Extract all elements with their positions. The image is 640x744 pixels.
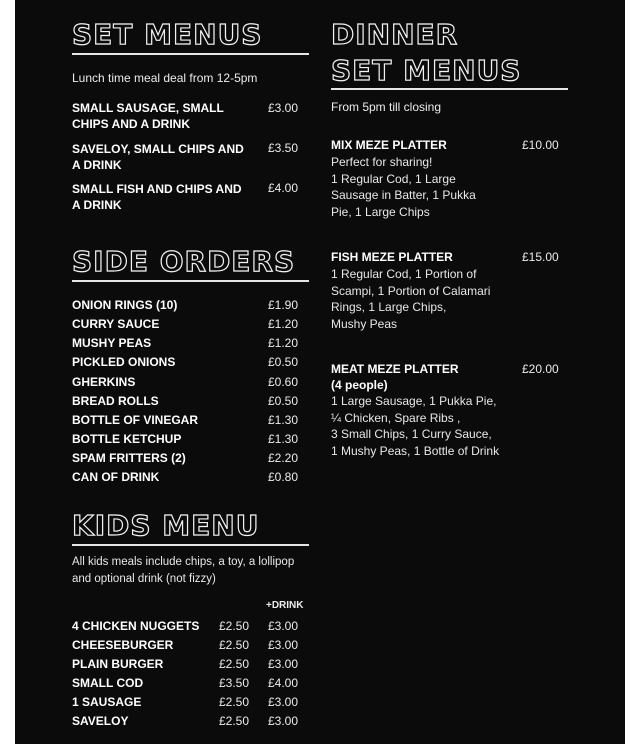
platter-name: MIX MEZE PLATTER xyxy=(331,138,447,152)
side-order-price: £0.50 xyxy=(268,355,299,369)
kids-item: 1 SAUSAGE xyxy=(72,695,142,709)
kids-item: SMALL COD xyxy=(72,676,144,690)
platter-line: 1 Large Sausage, 1 Pukka Pie, xyxy=(331,394,497,408)
platter-name: FISH MEZE PLATTER xyxy=(331,250,453,264)
platter-line: Rings, 1 Large Chips, xyxy=(331,300,447,314)
platter-description xyxy=(331,393,499,459)
platter-description xyxy=(331,154,476,220)
kids-item: 4 CHICKEN NUGGETS xyxy=(72,619,200,633)
side-order-item: CAN OF DRINK xyxy=(72,470,160,484)
dinner-heading-line1: DINNER xyxy=(331,18,459,51)
platter-line: Scampi, 1 Portion of Calamari xyxy=(331,283,491,298)
kids-item: PLAIN BURGER xyxy=(72,657,164,671)
platter-line: Sausage in Batter, 1 Pukka xyxy=(331,188,476,202)
kids-price: £2.50 xyxy=(219,695,250,709)
side-order-price: £1.20 xyxy=(268,317,299,331)
set-menu-item: SMALL FISH AND CHIPS AND A DRINK xyxy=(72,182,242,212)
platter-description xyxy=(331,266,490,332)
platter-line: ¼ Chicken, Spare Ribs , xyxy=(331,410,461,425)
drink-column-header: +DRINK xyxy=(266,600,304,611)
side-order-price: £1.30 xyxy=(268,413,299,427)
kids-drink-price: £3.00 xyxy=(268,714,299,728)
side-order-item: GHERKINS xyxy=(72,375,136,389)
side-order-price: £0.50 xyxy=(268,394,299,408)
kids-drink-price: £4.00 xyxy=(268,676,299,690)
side-orders-heading: SIDE ORDERS xyxy=(72,245,296,278)
platter-name: MEAT MEZE PLATTER xyxy=(331,362,459,376)
kids-menu-note: All kids meals include chips, a toy, a lollipop and optional drink (not fizzy) xyxy=(72,556,295,585)
side-order-item: SPAM FRITTERS (2) xyxy=(72,451,186,465)
side-order-price: £1.90 xyxy=(268,298,299,312)
side-order-item: BOTTLE OF VINEGAR xyxy=(72,413,198,427)
side-order-item: PICKLED ONIONS xyxy=(72,355,176,369)
kids-menu-heading: KIDS MENU xyxy=(72,509,260,542)
set-menu-item: SMALL SAUSAGE, SMALL CHIPS AND A DRINK xyxy=(72,101,224,131)
set-menu-item: SAVELOY, SMALL CHIPS AND A DRINK xyxy=(72,142,244,172)
kids-price: £2.50 xyxy=(219,619,250,633)
side-order-item: BREAD ROLLS xyxy=(72,394,159,408)
kids-drink-price: £3.00 xyxy=(268,695,299,709)
dinner-heading-line2: SET MENUS xyxy=(331,54,522,87)
side-order-item: ONION RINGS (10) xyxy=(72,298,178,312)
platter-line: Pie, 1 Large Chips xyxy=(331,204,430,219)
kids-price: £3.50 xyxy=(219,676,250,690)
platter-line: Mushy Peas xyxy=(331,316,398,331)
set-menus-note: Lunch time meal deal from 12-5pm xyxy=(72,71,258,85)
kids-item: CHEESEBURGER xyxy=(72,638,174,652)
side-orders-rule xyxy=(72,280,309,282)
side-order-item: CURRY SAUCE xyxy=(72,317,160,331)
kids-drink-price: £3.00 xyxy=(268,638,299,652)
set-menu-price: £4.00 xyxy=(268,181,299,195)
side-order-item: MUSHY PEAS xyxy=(72,336,152,350)
platter-price: £15.00 xyxy=(522,250,559,264)
platter-price: £10.00 xyxy=(522,138,559,152)
kids-item: SAVELOY xyxy=(72,714,129,728)
side-order-price: £0.60 xyxy=(268,375,299,389)
set-menus-heading: SET MENUS xyxy=(72,18,263,51)
set-menu-price: £3.50 xyxy=(268,141,299,155)
kids-menu-rule xyxy=(72,544,309,546)
set-menu-price: £3.00 xyxy=(268,101,299,115)
platter-line: 3 Small Chips, 1 Curry Sauce, xyxy=(331,427,492,441)
platter-price: £20.00 xyxy=(522,362,559,376)
side-order-price: £1.30 xyxy=(268,432,299,446)
kids-price: £2.50 xyxy=(219,638,250,652)
kids-drink-price: £3.00 xyxy=(268,657,299,671)
kids-price: £2.50 xyxy=(219,657,250,671)
dinner-rule xyxy=(331,88,568,90)
platter-line: Perfect for sharing! xyxy=(331,155,433,169)
kids-price: £2.50 xyxy=(219,714,250,728)
platter-line: 1 Regular Cod, 1 Portion of xyxy=(331,267,477,281)
platter-line: 1 Regular Cod, 1 Large xyxy=(331,171,456,186)
kids-drink-price: £3.00 xyxy=(268,619,299,633)
side-order-item: BOTTLE KETCHUP xyxy=(72,432,182,446)
side-order-price: £1.20 xyxy=(268,336,299,350)
set-menus-rule xyxy=(72,53,309,55)
menu-board xyxy=(15,0,625,744)
side-order-price: £2.20 xyxy=(268,451,299,465)
dinner-note: From 5pm till closing xyxy=(331,100,442,114)
platter-line: 1 Mushy Peas, 1 Bottle of Drink xyxy=(331,443,500,458)
side-order-price: £0.80 xyxy=(268,470,299,484)
platter-subtitle: (4 people) xyxy=(331,378,388,392)
